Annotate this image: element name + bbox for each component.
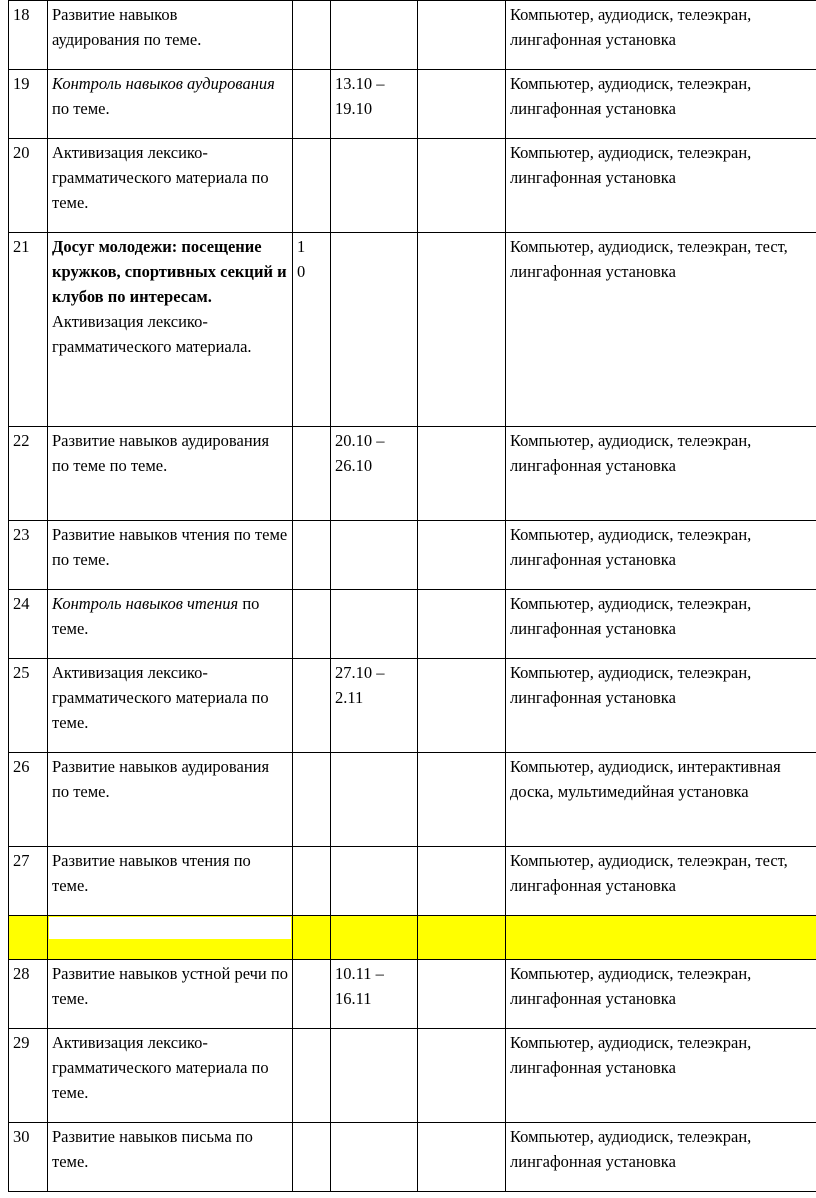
lesson-topic: Развитие навыков аудирования по теме. [48,753,293,847]
lesson-equipment: Компьютер, аудиодиск, телеэкран, лингафонная установка [506,139,816,233]
lesson-equipment: Компьютер, аудиодиск, телеэкран, лингафонная установка [506,960,816,1029]
lesson-number: 26 [9,753,48,847]
table-row [9,70,816,139]
lesson-equipment: Компьютер, аудиодиск, интерактивная доска, мультимедийная установка [506,753,816,847]
lesson-notes [418,70,506,139]
lesson-notes [418,659,506,753]
lesson-number: 20 [9,139,48,233]
lesson-notes [418,139,506,233]
lesson-dates [331,1,418,70]
table-row [9,521,816,590]
lesson-topic: Контроль навыков чтения по теме. [48,590,293,659]
lesson-number: 30 [9,1123,48,1192]
lesson-dates: 20.10 – 26.10 [331,427,418,521]
lesson-topic: Развитие навыков чтения по теме. [48,847,293,916]
white-block [49,917,291,939]
lesson-topic: Развитие навыков письма по теме. [48,1123,293,1192]
lesson-notes [418,1123,506,1192]
lesson-number: 21 [9,233,48,427]
table-row [9,1,816,70]
lesson-number: 29 [9,1029,48,1123]
lesson-topic: Развитие навыков устной речи по теме. [48,960,293,1029]
lesson-hours: 10 [293,233,331,427]
lesson-equipment: Компьютер, аудиодиск, телеэкран, лингафонная установка [506,1123,816,1192]
lesson-number: 28 [9,960,48,1029]
lesson-notes [418,753,506,847]
highlight-cell [506,916,816,960]
lesson-topic: Развитие навыков аудирования по теме. [48,1,293,70]
lesson-notes [418,1,506,70]
highlight-cell [418,916,506,960]
lesson-number: 25 [9,659,48,753]
lesson-equipment: Компьютер, аудиодиск, телеэкран, тест, лингафонная установка [506,233,816,427]
lesson-hours [293,659,331,753]
highlight-cell [48,916,293,960]
lesson-dates: 13.10 – 19.10 [331,70,418,139]
lesson-hours [293,521,331,590]
lesson-dates [331,753,418,847]
lesson-plan-table [8,0,816,1192]
lesson-hours [293,139,331,233]
lesson-topic: Контроль навыков аудирования по теме. [48,70,293,139]
lesson-number: 24 [9,590,48,659]
highlight-cell [293,916,331,960]
lesson-hours [293,70,331,139]
table-row [9,590,816,659]
table-row [9,1029,816,1123]
lesson-equipment: Компьютер, аудиодиск, телеэкран, лингафонная установка [506,1029,816,1123]
lesson-notes [418,590,506,659]
lesson-hours [293,590,331,659]
lesson-equipment: Компьютер, аудиодиск, телеэкран, лингафонная установка [506,590,816,659]
table-row [9,659,816,753]
lesson-topic: Активизация лексико-грамматического материала по теме. [48,1029,293,1123]
lesson-number: 19 [9,70,48,139]
lesson-dates: 10.11 – 16.11 [331,960,418,1029]
lesson-equipment: Компьютер, аудиодиск, телеэкран, лингафонная установка [506,659,816,753]
lesson-dates [331,521,418,590]
lesson-dates [331,139,418,233]
lesson-dates: 27.10 – 2.11 [331,659,418,753]
lesson-dates [331,590,418,659]
table-row [9,233,816,427]
lesson-notes [418,427,506,521]
lesson-equipment: Компьютер, аудиодиск, телеэкран, лингафонная установка [506,1,816,70]
lesson-hours [293,1029,331,1123]
lesson-topic: Развитие навыков аудирования по теме по теме. [48,427,293,521]
lesson-number: 27 [9,847,48,916]
lesson-equipment: Компьютер, аудиодиск, телеэкран, лингафонная установка [506,427,816,521]
lesson-hours [293,847,331,916]
lesson-hours [293,1123,331,1192]
lesson-topic: Развитие навыков чтения по теме по теме. [48,521,293,590]
lesson-topic: Активизация лексико-грамматического материала по теме. [48,659,293,753]
lesson-number: 23 [9,521,48,590]
lesson-notes [418,1029,506,1123]
lesson-equipment: Компьютер, аудиодиск, телеэкран, тест, лингафонная установка [506,847,816,916]
highlight-cell [9,916,48,960]
lesson-notes [418,960,506,1029]
lesson-topic: Досуг молодежи: посещение кружков, спортивных секций и клубов по интересам. Активизация лексико-грамматического материала. [48,233,293,427]
lesson-notes [418,847,506,916]
lesson-notes [418,521,506,590]
table-row [9,960,816,1029]
lesson-dates [331,1029,418,1123]
lesson-dates [331,233,418,427]
lesson-equipment: Компьютер, аудиодиск, телеэкран, лингафонная установка [506,521,816,590]
highlighted-row [9,916,816,960]
lesson-equipment: Компьютер, аудиодиск, телеэкран, лингафонная установка [506,70,816,139]
highlight-cell [331,916,418,960]
lesson-hours [293,960,331,1029]
table-row [9,427,816,521]
table-row [9,753,816,847]
lesson-hours [293,1,331,70]
lesson-number: 22 [9,427,48,521]
lesson-hours [293,753,331,847]
lesson-number: 18 [9,1,48,70]
lesson-topic: Активизация лексико-грамматического материала по теме. [48,139,293,233]
lesson-notes [418,233,506,427]
table-row [9,1123,816,1192]
table-row [9,139,816,233]
table-row [9,847,816,916]
lesson-dates [331,1123,418,1192]
lesson-dates [331,847,418,916]
lesson-hours [293,427,331,521]
